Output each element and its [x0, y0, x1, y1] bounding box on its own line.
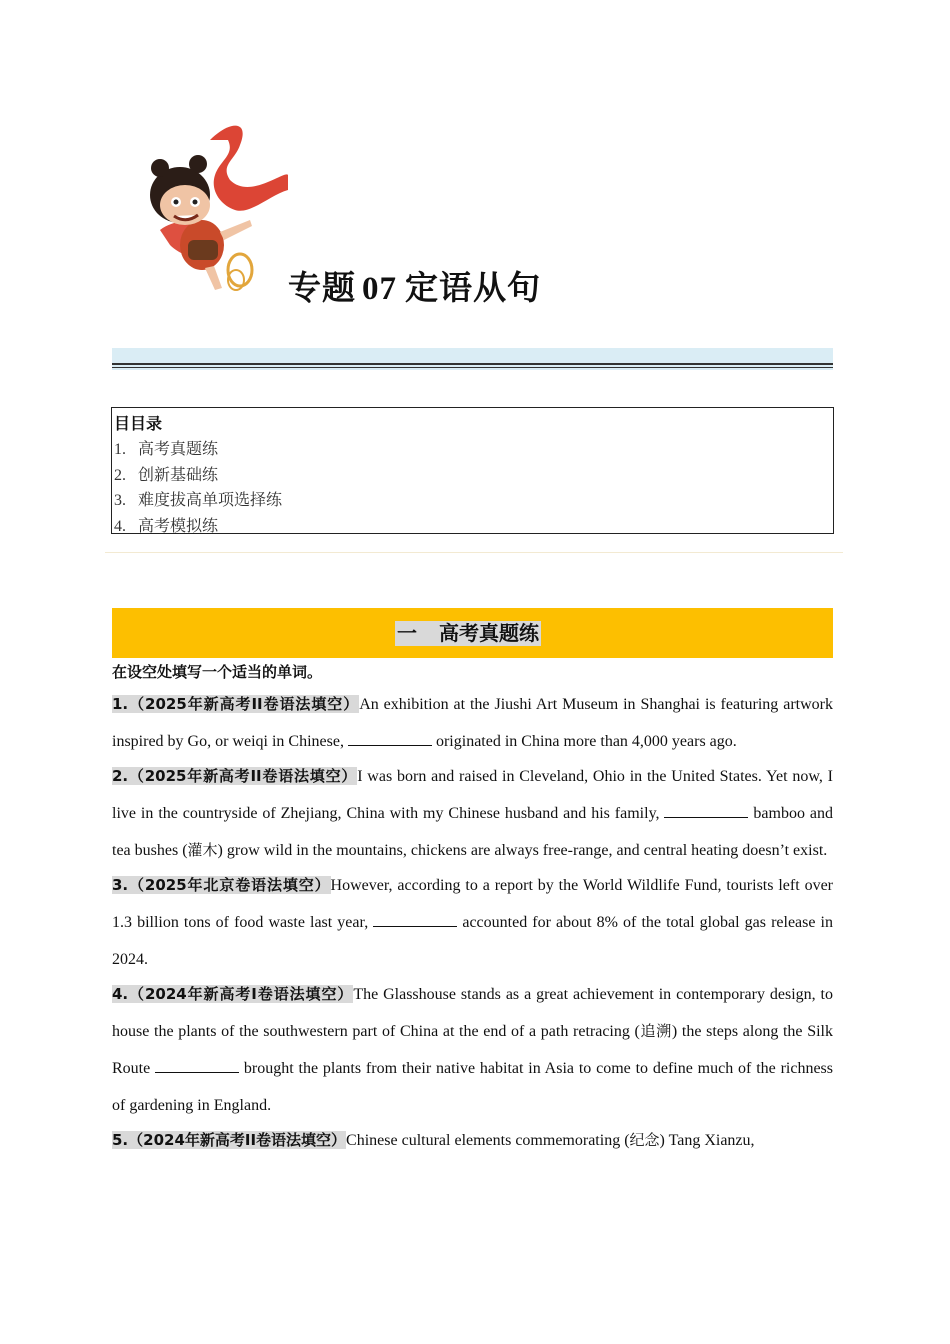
- chinese-gloss: 追溯: [639, 1022, 672, 1040]
- section-instruction: 在设空处填写一个适当的单词。: [112, 663, 323, 681]
- table-of-contents: [111, 407, 834, 534]
- question-text: Chinese cultural elements commemorating (: [346, 1132, 630, 1149]
- title-number: 07: [362, 271, 397, 307]
- title-prefix: 专题: [288, 268, 356, 307]
- answer-blank[interactable]: [155, 1059, 239, 1073]
- title-main: 定语从句: [405, 268, 541, 307]
- question-text: I was born and raised in Cleveland, Ohio in the United States. Yet now, I live in the countryside of Zhejiang, China with my Chinese husband and his family,: [112, 768, 833, 822]
- toc-item[interactable]: [114, 488, 833, 514]
- toc-item-label: 难度拔高单项选择练: [138, 490, 283, 509]
- question-text: An exhibition at the Jiushi Art Museum in Shanghai is featuring artwork inspired by Go, or weiqi in Chinese,: [112, 696, 833, 750]
- section-header: [112, 608, 833, 658]
- question-5: [112, 1122, 833, 1159]
- question-text: accounted for about 8% of the total global gas release in 2024.: [112, 914, 833, 968]
- question-source-tag: 1.（2025年新高考II卷语法填空）: [112, 695, 360, 713]
- mascot-illustration: [140, 120, 290, 300]
- divider: [105, 552, 843, 553]
- toc-item-number: 2.: [114, 466, 126, 484]
- question-3: [112, 867, 833, 978]
- question-4: [112, 976, 833, 1124]
- header-band: [112, 348, 833, 370]
- question-text: brought the plants from their native habitat in Asia to come to define much of the richness of gardening in England.: [112, 1060, 834, 1114]
- question-text: ) grow wild in the mountains, chickens are always free-range, and central heating doesn’t exist.: [217, 842, 828, 859]
- toc-item-label: 高考真题练: [138, 439, 219, 458]
- page-title: [288, 262, 541, 309]
- section-title-text: 高考真题练: [439, 621, 539, 645]
- question-text: ) the steps along the Silk Route: [112, 1023, 833, 1077]
- double-rule-top: [112, 363, 833, 365]
- question-list: [112, 686, 833, 1157]
- toc-item[interactable]: [114, 463, 833, 489]
- toc-item[interactable]: [114, 437, 833, 463]
- chinese-gloss: 灌木: [187, 841, 218, 859]
- question-text: ) Tang Xianzu,: [659, 1132, 755, 1149]
- chinese-gloss: 纪念: [629, 1131, 660, 1149]
- question-text: originated in China more than 4,000 years ago.: [431, 733, 737, 750]
- toc-item-number: 4.: [114, 517, 126, 535]
- question-source-tag: 4.（2024年新高考I卷语法填空）: [112, 985, 354, 1003]
- answer-blank[interactable]: [664, 804, 748, 818]
- question-text: However, according to a report by the World Wildlife Fund, tourists left over 1.3 billion tons of food waste last year,: [112, 877, 833, 931]
- question-source-tag: 5.（2024年新高考II卷语法填空）: [112, 1131, 347, 1149]
- toc-item-number: 1.: [114, 441, 126, 458]
- toc-item[interactable]: [114, 514, 833, 540]
- section-title: [395, 621, 541, 646]
- question-source-tag: 2.（2025年新高考II卷语法填空）: [112, 767, 358, 785]
- answer-blank[interactable]: [348, 732, 432, 746]
- question-source-tag: 3.（2025年北京卷语法填空）: [112, 876, 331, 894]
- toc-item-number: 3.: [114, 492, 126, 509]
- section-number: 一: [397, 621, 417, 645]
- double-rule-bottom: [112, 367, 833, 368]
- answer-blank[interactable]: [373, 913, 457, 927]
- question-2: [112, 758, 833, 869]
- question-text: The Glasshouse stands as a great achievement in contemporary design, to house the plants of the southwestern part of China at the end of a path retracing (: [112, 986, 834, 1040]
- question-1: [112, 686, 833, 760]
- toc-item-label: 创新基础练: [138, 464, 219, 484]
- question-text: bamboo and tea bushes (: [112, 805, 833, 859]
- toc-heading: 目目录: [114, 414, 163, 433]
- toc-item-label: 高考模拟练: [138, 515, 219, 535]
